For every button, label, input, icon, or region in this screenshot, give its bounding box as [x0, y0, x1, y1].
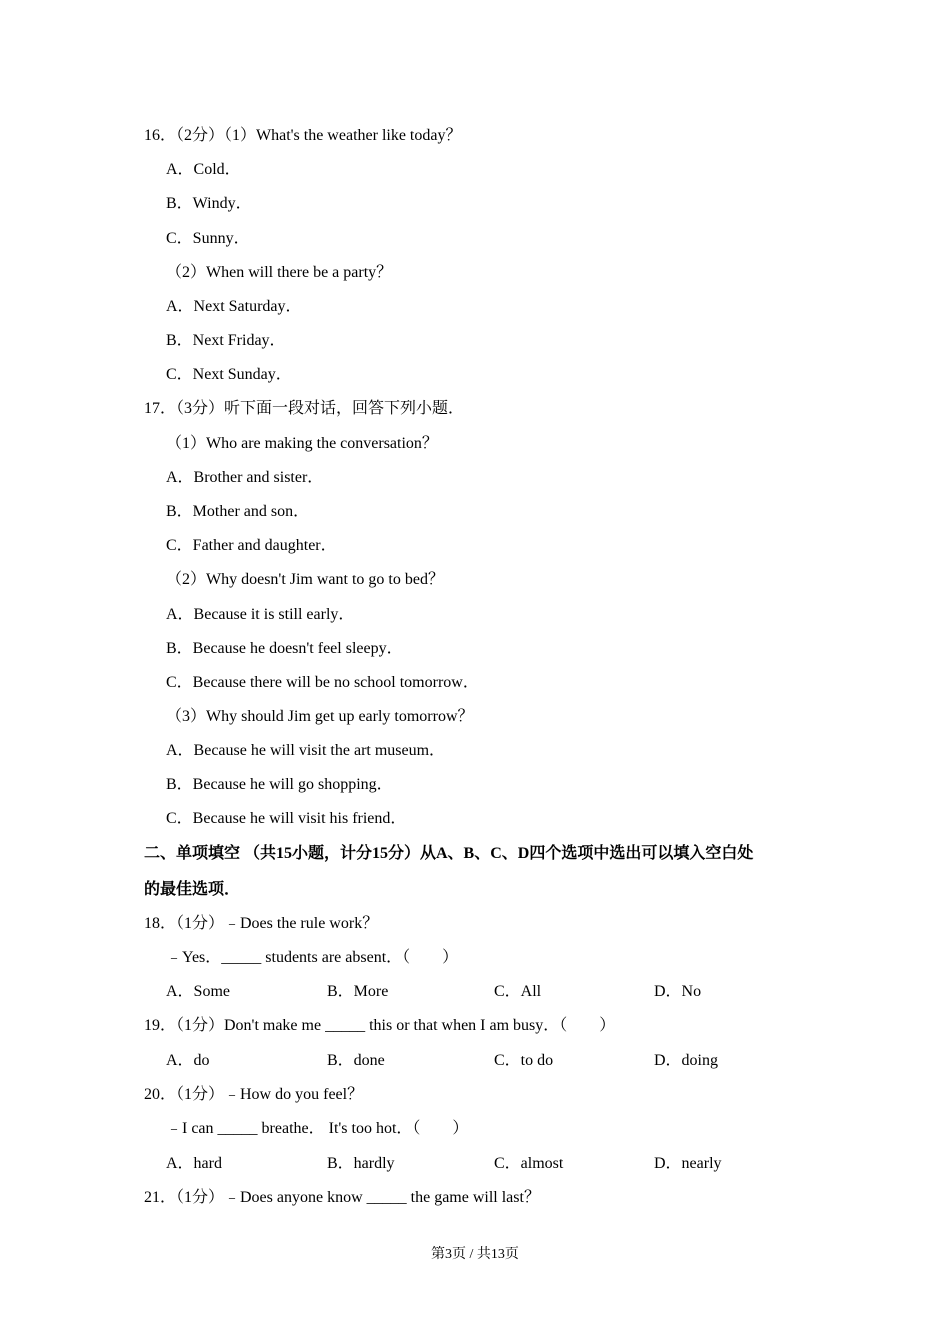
section2-heading-cont: 的最佳选项．: [144, 881, 241, 898]
q16-option-b: B．Windy．: [166, 195, 252, 212]
q17-sub2-option-c: C．Because there will be no school tomorrow．: [166, 674, 479, 691]
q16-option-a: A．Cold．: [166, 161, 241, 178]
q18-line2: ﹣Yes．_____ students are absent．（ ）: [166, 949, 459, 966]
q16-sub2: （2）When will there be a party？: [166, 264, 393, 281]
q18-option-c: C．All: [494, 983, 542, 1000]
q19-options: [166, 1051, 806, 1071]
q17-title: 17．（3分）听下面一段对话，回答下列小题．: [144, 400, 465, 417]
q16-sub2-option-a: A．Next Saturday．: [166, 298, 302, 315]
page-footer: 第3页 / 共13页: [431, 1247, 519, 1262]
q20-option-b: B．hardly: [327, 1155, 395, 1172]
q17-sub1-option-c: C．Father and daughter．: [166, 537, 337, 554]
q17-sub3-option-a: A．Because he will visit the art museum．: [166, 742, 446, 759]
q19-option-a: A．do: [166, 1052, 210, 1069]
q17-sub3-option-c: C．Because he will visit his friend．: [166, 810, 407, 827]
q18-option-a: A．Some: [166, 983, 231, 1000]
q17-sub2-option-a: A．Because it is still early．: [166, 606, 355, 623]
q17-sub3: （3）Why should Jim get up early tomorrow？: [166, 708, 474, 725]
q19-option-d: D．doing: [654, 1052, 719, 1069]
q20-option-c: C．almost: [494, 1155, 564, 1172]
q18-option-b: B．More: [327, 983, 389, 1000]
q19-title: 19．（1分）Don't make me _____ this or that when I am busy．（ ）: [144, 1017, 616, 1034]
q18-option-d: D．No: [654, 983, 702, 1000]
q20-option-d: D．nearly: [654, 1155, 722, 1172]
q16-option-c: C．Sunny．: [166, 230, 250, 247]
q17-sub2-option-b: B．Because he doesn't feel sleepy．: [166, 640, 403, 657]
q16-title: 16．（2分）（1）What's the weather like today？: [144, 127, 462, 144]
q16-sub2-option-c: C．Next Sunday．: [166, 366, 292, 383]
q20-options: [166, 1154, 806, 1174]
q21-title: 21．（1分）﹣Does anyone know _____ the game will last？: [144, 1189, 540, 1206]
q20-option-a: A．hard: [166, 1155, 222, 1172]
q18-options: [166, 982, 806, 1002]
q18-title: 18．（1分）﹣Does the rule work？: [144, 915, 379, 932]
q17-sub3-option-b: B．Because he will go shopping．: [166, 776, 393, 793]
q17-sub2: （2）Why doesn't Jim want to go to bed？: [166, 571, 444, 588]
q16-sub2-option-b: B．Next Friday．: [166, 332, 286, 349]
q20-line2: ﹣I can _____ breathe． It's too hot．（ ）: [166, 1120, 469, 1137]
q17-sub1-option-a: A．Brother and sister．: [166, 469, 324, 486]
q20-title: 20．（1分）﹣How do you feel？: [144, 1086, 364, 1103]
q17-sub1: （1）Who are making the conversation？: [166, 435, 438, 452]
q19-option-b: B．done: [327, 1052, 385, 1069]
q17-sub1-option-b: B．Mother and son．: [166, 503, 310, 520]
section2-heading: 二、单项填空 （共15小题，计分15分）从A、B、C、D四个选项中选出可以填入空白处: [144, 845, 754, 862]
q19-option-c: C．to do: [494, 1052, 554, 1069]
